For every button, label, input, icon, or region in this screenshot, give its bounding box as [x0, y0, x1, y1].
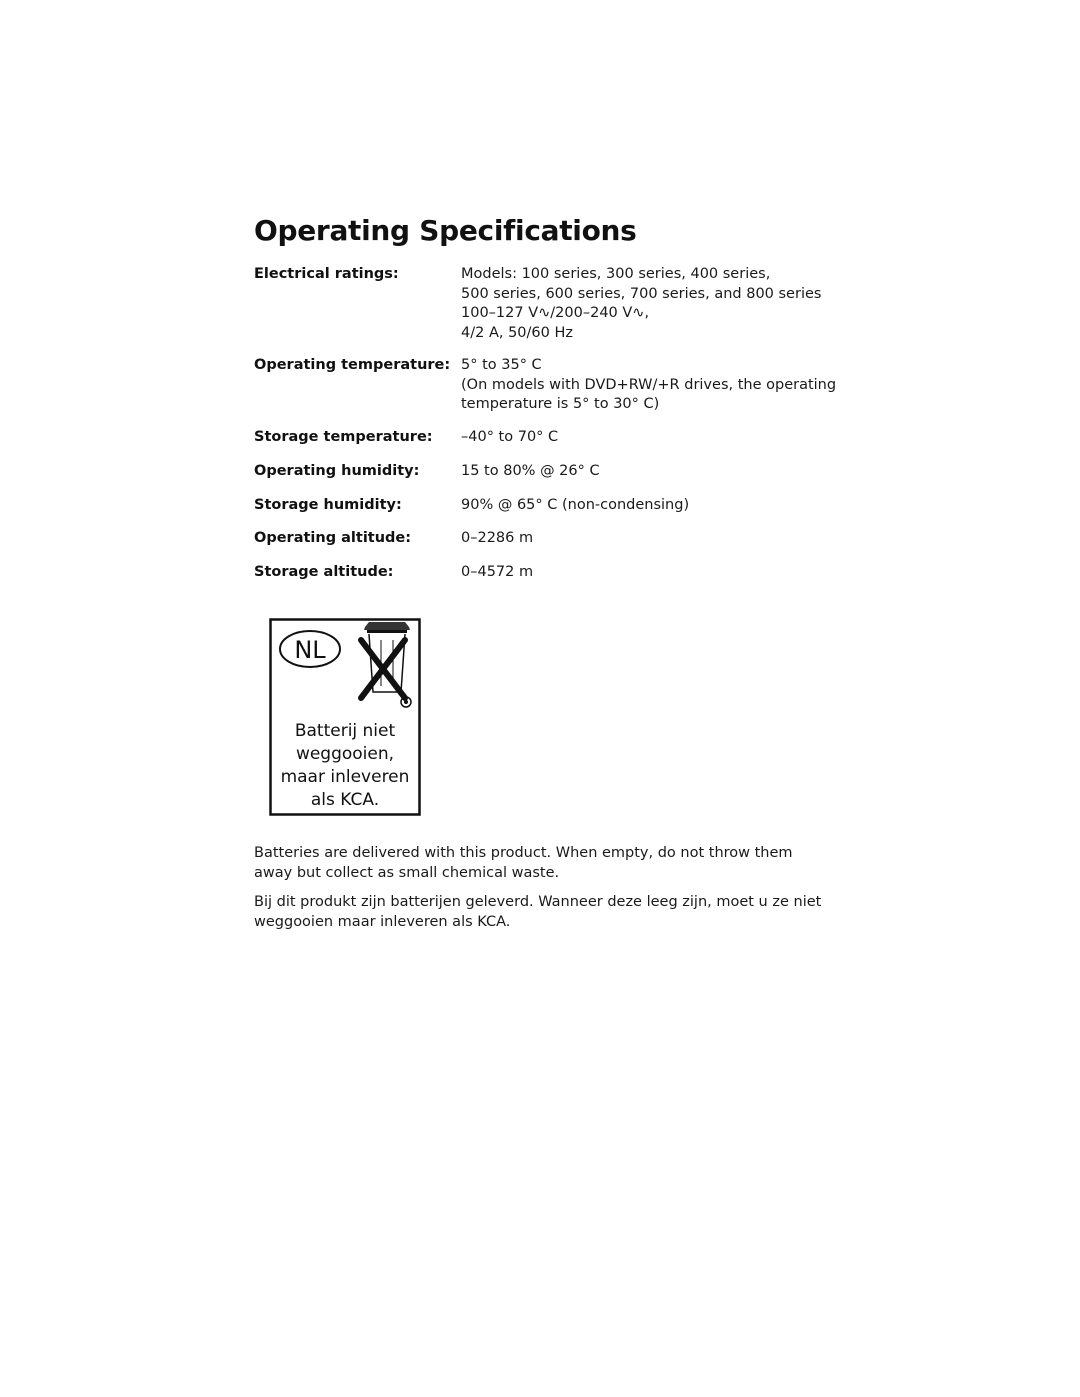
spec-values [461, 356, 836, 415]
spec-value-line: temperature is 5° to 30° C) [461, 396, 660, 412]
spec-value-line: 4/2 A, 50/60 Hz [461, 324, 573, 341]
spec-label: Electrical ratings: [254, 266, 399, 282]
spec-values [461, 496, 836, 516]
spec-label: Storage temperature: [254, 429, 433, 445]
spec-label: Storage altitude: [254, 564, 394, 580]
logo-text-line: maar inleveren [280, 767, 410, 787]
spec-values [461, 265, 836, 343]
spec-label: Operating humidity: [254, 463, 420, 479]
page-title: Operating Specifications [254, 214, 637, 247]
spec-value-line: 100–127 V∿/200–240 V∿, [461, 305, 650, 321]
spec-value-line: 15 to 80% @ 26° C [461, 463, 600, 479]
logo-country-code: NL [294, 636, 326, 664]
spec-value-line: 0–4572 m [461, 564, 534, 580]
spec-value-line: Models: 100 series, 300 series, 400 series, [461, 266, 771, 282]
logo-text-line: Batterij niet [294, 721, 396, 741]
spec-value-line: (On models with DVD+RW/+R drives, the operating [461, 376, 837, 393]
logo-text-line: als KCA. [310, 790, 380, 810]
spec-value-line: 5° to 35° C [461, 357, 542, 373]
spec-values [461, 529, 836, 549]
spec-value-line: 500 series, 600 series, 700 series, and 800 series [461, 285, 822, 302]
battery-disposal-nl-logo-icon [269, 618, 421, 816]
spec-values [461, 563, 836, 583]
battery-note-english: Batteries are delivered with this product. When empty, do not throw them away but collect as small chemical waste. [254, 845, 793, 881]
spec-value-line: 0–2286 m [461, 530, 534, 546]
spec-label: Operating altitude: [254, 530, 412, 546]
spec-values [461, 428, 836, 448]
spec-value-line: –40° to 70° C [461, 429, 559, 445]
spec-label: Operating temperature: [254, 357, 451, 373]
battery-note-dutch: Bij dit produkt zijn batterijen geleverd. Wanneer deze leeg zijn, moet u ze niet weggooien maar inleveren als KCA. [254, 894, 822, 930]
logo-text-line: weggooien, [295, 744, 395, 764]
spec-values [461, 462, 836, 482]
spec-label: Storage humidity: [254, 497, 402, 513]
spec-value-line: 90% @ 65° C (non-condensing) [461, 497, 690, 513]
